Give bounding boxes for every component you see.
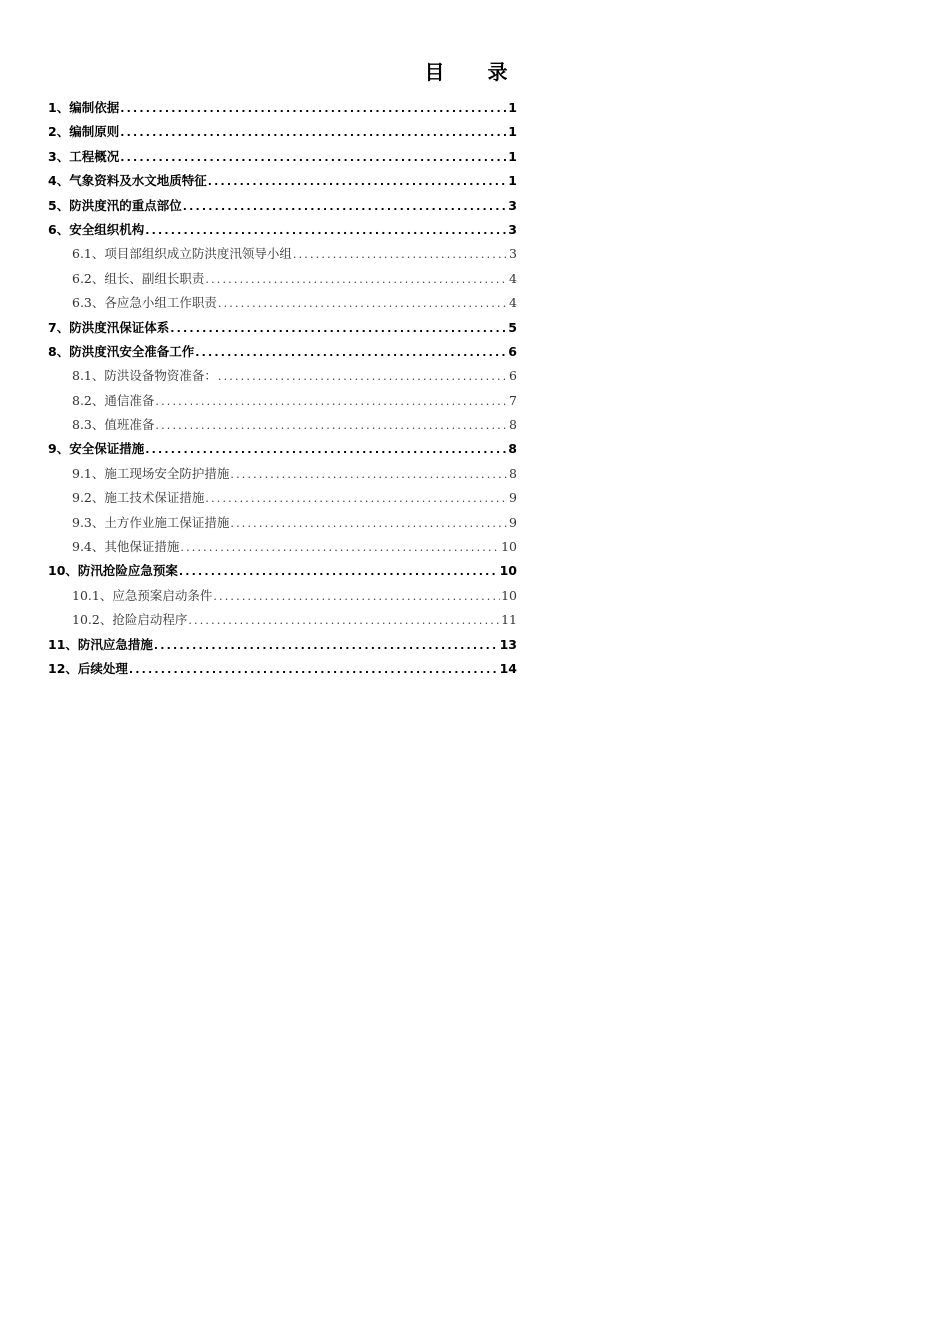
toc-page-number: 5 — [508, 319, 517, 335]
toc-page-number: 4 — [509, 295, 517, 311]
toc-dot-leader — [120, 97, 507, 120]
toc-page-number: 4 — [509, 270, 517, 286]
toc-page-number: 14 — [499, 660, 517, 676]
toc-dot-leader — [129, 658, 499, 681]
toc-dot-leader — [230, 463, 508, 486]
toc-dot-leader — [155, 390, 508, 413]
toc-entry-text: 11、防汛应急措施 — [48, 636, 153, 652]
toc-dot-leader — [120, 121, 507, 144]
toc-subentry[interactable] — [48, 511, 517, 535]
toc-page-number: 9 — [509, 490, 517, 506]
toc-subentry[interactable] — [48, 584, 517, 608]
toc-page-number: 3 — [508, 221, 517, 237]
toc-page-number: 7 — [509, 392, 517, 408]
toc-entry-text: 9.4、其他保证措施 — [72, 539, 180, 555]
toc-entry-text: 4、气象资料及水文地质特征 — [48, 173, 207, 189]
toc-dot-leader — [213, 585, 500, 608]
toc-entry[interactable] — [48, 437, 517, 461]
toc-dot-leader — [218, 292, 508, 315]
toc-subentry[interactable] — [48, 291, 517, 315]
toc-dot-leader — [208, 170, 508, 193]
toc-page-number: 10 — [501, 587, 517, 603]
toc-entry-text: 9、安全保证措施 — [48, 441, 145, 457]
toc-entry-text: 6.3、各应急小组工作职责 — [72, 295, 217, 311]
toc-dot-leader — [154, 634, 499, 657]
toc-dot-leader — [188, 609, 500, 632]
toc-page-number: 8 — [509, 417, 517, 433]
toc-page-number: 1 — [508, 173, 517, 189]
page-title: 目 录 — [424, 60, 526, 84]
toc-page-number: 8 — [508, 441, 517, 457]
toc-subentry[interactable] — [48, 462, 517, 486]
toc-page-number: 8 — [509, 465, 517, 481]
toc-dot-leader — [205, 487, 508, 510]
toc-subentry[interactable] — [48, 486, 517, 510]
toc-dot-leader — [230, 512, 508, 535]
toc-entry-text: 7、防洪度汛保证体系 — [48, 319, 170, 335]
toc-dot-leader — [195, 341, 507, 364]
toc-dot-leader — [155, 414, 508, 437]
toc-dot-leader — [145, 219, 507, 242]
toc-entry-text: 6.2、组长、副组长职责 — [72, 270, 205, 286]
toc-entry-text: 9.3、土方作业施工保证措施 — [72, 514, 230, 530]
toc-entry-text: 6、安全组织机构 — [48, 221, 145, 237]
toc-entry[interactable] — [48, 657, 517, 681]
toc-page-number: 13 — [499, 636, 517, 652]
toc-entry-text: 8.3、值班准备 — [72, 417, 155, 433]
toc-dot-leader — [120, 146, 507, 169]
toc-entry[interactable] — [48, 169, 517, 193]
toc-subentry[interactable] — [48, 535, 517, 559]
toc-entry[interactable] — [48, 145, 517, 169]
toc-page-number: 3 — [508, 197, 517, 213]
toc-page-number: 10 — [501, 539, 517, 555]
toc-subentry[interactable] — [48, 267, 517, 291]
toc-dot-leader — [183, 195, 508, 218]
toc-entry[interactable] — [48, 316, 517, 340]
toc-dot-leader — [179, 560, 499, 583]
toc-entry-text: 5、防洪度汛的重点部位 — [48, 197, 182, 213]
toc-entry[interactable] — [48, 340, 517, 364]
toc-entry-text: 10、防汛抢险应急预案 — [48, 563, 178, 579]
toc-subentry[interactable] — [48, 608, 517, 632]
toc-entry[interactable] — [48, 633, 517, 657]
toc-entry[interactable] — [48, 96, 517, 120]
toc-dot-leader — [170, 317, 507, 340]
toc-page-number: 9 — [509, 514, 517, 530]
toc-subentry[interactable] — [48, 364, 517, 388]
toc-entry-text: 9.2、施工技术保证措施 — [72, 490, 205, 506]
toc-entry-text: 10.2、抢险启动程序 — [72, 612, 188, 628]
toc-entry-text: 8.1、防洪设备物资准备： — [72, 368, 217, 384]
table-of-contents — [48, 96, 517, 681]
toc-dot-leader — [293, 243, 508, 266]
toc-dot-leader — [218, 365, 508, 388]
toc-entry-text: 8.2、通信准备 — [72, 392, 155, 408]
toc-page-number: 6 — [508, 343, 517, 359]
toc-page-number: 6 — [509, 368, 517, 384]
toc-entry[interactable] — [48, 194, 517, 218]
toc-entry-text: 2、编制原则 — [48, 124, 120, 140]
toc-page-number: 11 — [501, 612, 517, 628]
toc-page-number: 1 — [508, 100, 517, 115]
toc-entry[interactable] — [48, 559, 517, 583]
toc-subentry[interactable] — [48, 389, 517, 413]
toc-entry-text: 8、防洪度汛安全准备工作 — [48, 343, 195, 359]
toc-entry-text: 10.1、应急预案启动条件 — [72, 587, 213, 603]
toc-subentry[interactable] — [48, 413, 517, 437]
toc-entry-text: 6.1、项目部组织成立防洪度汛领导小组 — [72, 246, 292, 262]
toc-page-number: 1 — [508, 148, 517, 164]
toc-entry[interactable] — [48, 120, 517, 144]
toc-dot-leader — [205, 268, 508, 291]
toc-dot-leader — [180, 536, 500, 559]
toc-page-number: 1 — [508, 124, 517, 140]
toc-entry-text: 9.1、施工现场安全防护措施 — [72, 465, 230, 481]
toc-entry-text: 3、工程概况 — [48, 148, 120, 164]
toc-dot-leader — [145, 438, 507, 461]
toc-entry-text: 1、编制依据 — [48, 100, 120, 115]
toc-page-number: 3 — [509, 246, 517, 262]
toc-page-number: 10 — [499, 563, 517, 579]
toc-subentry[interactable] — [48, 242, 517, 266]
toc-entry[interactable] — [48, 218, 517, 242]
toc-entry-text: 12、后续处理 — [48, 660, 128, 676]
